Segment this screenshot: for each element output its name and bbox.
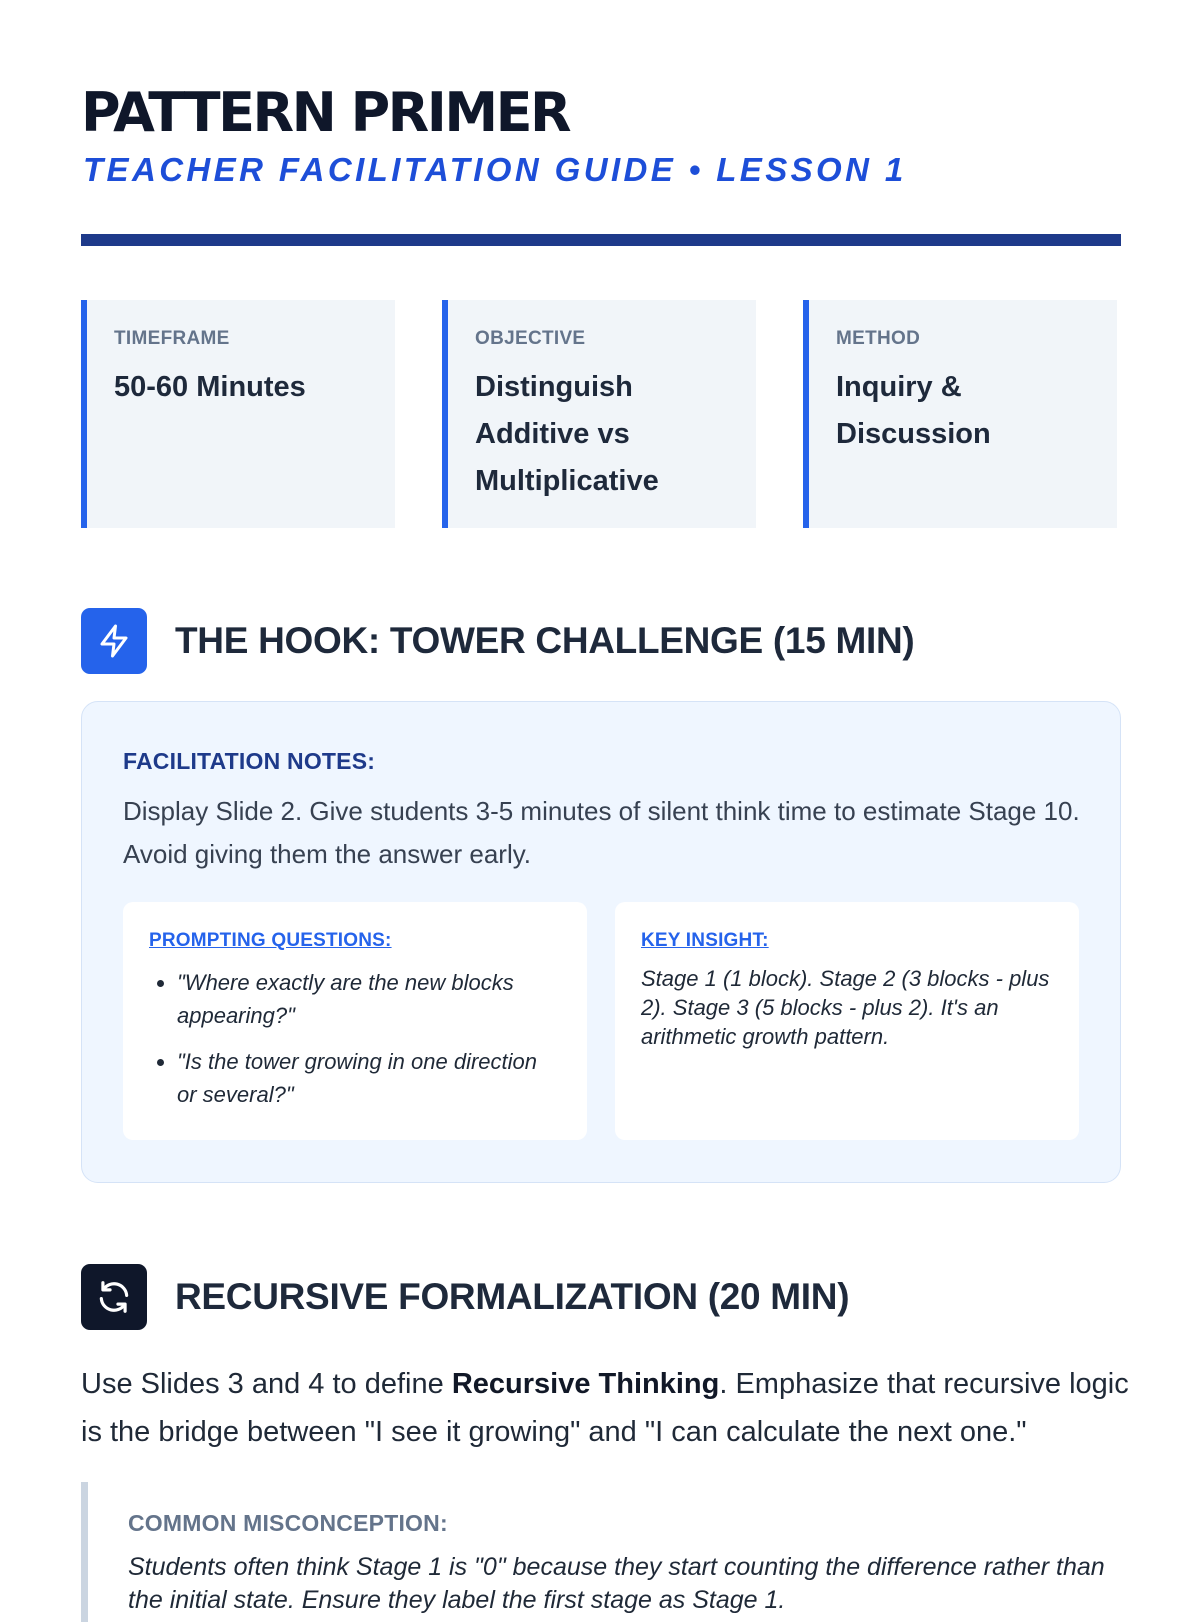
facilitation-notes-box: [81, 701, 1121, 1183]
meta-card-timeframe: [81, 300, 395, 528]
list-item: • "Is the tower growing in one direction or several?": [177, 1045, 561, 1111]
page-title: PATTERN PRIMER: [81, 81, 570, 144]
paragraph-text: . Emphasize that recursive logic is the bridge between "I see it growing" and "I can calculate the next one.": [81, 1368, 1129, 1448]
list-item: • "Where exactly are the new blocks appearing?": [177, 966, 561, 1032]
meta-label: OBJECTIVE: [475, 328, 586, 349]
lightning-bolt-icon: [81, 608, 147, 674]
page-subtitle: TEACHER FACILITATION GUIDE • LESSON 1: [83, 151, 907, 188]
meta-value: Inquiry & Discussion: [836, 371, 991, 450]
prompting-questions-list: [149, 966, 561, 1111]
section-header-hook: [81, 608, 914, 674]
notes-label: FACILITATION NOTES:: [123, 748, 376, 774]
paragraph-text: Use Slides 3 and 4 to define: [81, 1368, 452, 1400]
misconception-text: Students often think Stage 1 is "0" because they start counting the difference rather than the initial state. Ensure they label the first stage as Stage 1.: [128, 1553, 1105, 1614]
recursive-paragraph: [81, 1360, 1141, 1456]
meta-label: TIMEFRAME: [114, 328, 230, 349]
paragraph-emphasis: Recursive Thinking: [451, 1368, 720, 1400]
meta-label: METHOD: [836, 328, 921, 349]
common-misconception-callout: [81, 1482, 1121, 1622]
header-divider: [81, 234, 1121, 246]
key-insight-card: [615, 902, 1079, 1140]
prompting-questions-card: [123, 902, 587, 1140]
refresh-cycle-icon: [81, 1264, 147, 1330]
meta-card-method: [803, 300, 1117, 528]
key-insight-text: Stage 1 (1 block). Stage 2 (3 blocks - plus 2). Stage 3 (5 blocks - plus 2). It's an arithmetic growth pattern.: [641, 966, 1050, 1049]
meta-value: 50-60 Minutes: [114, 371, 306, 403]
notes-text: Display Slide 2. Give students 3-5 minutes of silent think time to estimate Stage 10. Avoid giving them the answer early.: [123, 796, 1080, 869]
section-title: THE HOOK: TOWER CHALLENGE (15 MIN): [175, 620, 915, 661]
meta-value: Distinguish Additive vs Multiplicative: [475, 371, 659, 497]
key-insight-label: KEY INSIGHT:: [641, 930, 769, 951]
misconception-label: COMMON MISCONCEPTION:: [128, 1510, 448, 1536]
meta-card-objective: [442, 300, 756, 528]
prompting-questions-label: PROMPTING QUESTIONS:: [149, 930, 392, 951]
section-title: RECURSIVE FORMALIZATION (20 MIN): [175, 1276, 850, 1317]
section-header-recursive: [81, 1264, 849, 1330]
